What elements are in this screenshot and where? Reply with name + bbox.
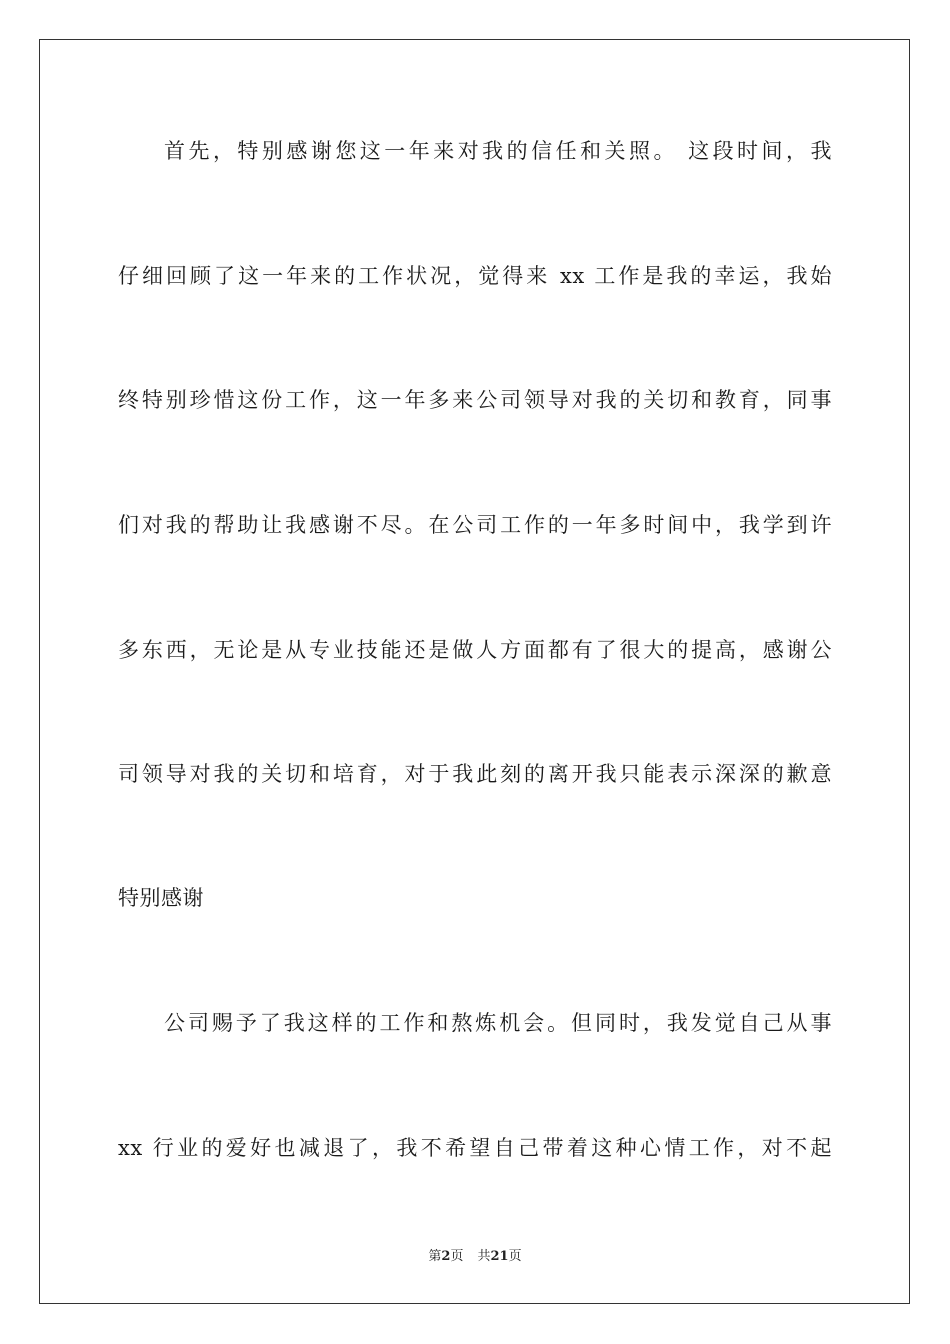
total-label-suffix: 页 <box>508 1249 522 1264</box>
page-label-prefix: 第 <box>428 1249 442 1264</box>
paragraph-1-line-5: 多东西，无论是从专业技能还是做人方面都有了很大的提高，感谢公 <box>118 638 832 662</box>
total-page-count: 21 <box>490 1249 509 1264</box>
paragraph-1-line-3: 终特别珍惜这份工作，这一年多来公司领导对我的关切和教育，同事 <box>118 388 832 412</box>
page-frame <box>39 39 910 1304</box>
page-footer <box>0 1248 950 1266</box>
paragraph-1-line-7: 特别感谢 <box>118 886 204 910</box>
page-label-suffix: 页 <box>450 1249 464 1264</box>
paragraph-1-line-1: 首先，特别感谢您这一年来对我的信任和关照。 这段时间，我 <box>164 139 832 163</box>
paragraph-1-line-6: 司领导对我的关切和培育，对于我此刻的离开我只能表示深深的歉意 <box>118 762 832 786</box>
paragraph-2-line-2: xx 行业的爱好也减退了，我不希望自己带着这种心情工作，对不起 <box>118 1136 832 1160</box>
current-page-number: 2 <box>441 1249 451 1264</box>
paragraph-1-line-2: 仔细回顾了这一年来的工作状况，觉得来 xx 工作是我的幸运，我始 <box>118 264 832 288</box>
paragraph-2-line-1: 公司赐予了我这样的工作和熬炼机会。但同时，我发觉自己从事 <box>164 1011 832 1035</box>
paragraph-1-line-4: 们对我的帮助让我感谢不尽。在公司工作的一年多时间中，我学到许 <box>118 513 832 537</box>
total-label-prefix: 共 <box>477 1249 491 1264</box>
